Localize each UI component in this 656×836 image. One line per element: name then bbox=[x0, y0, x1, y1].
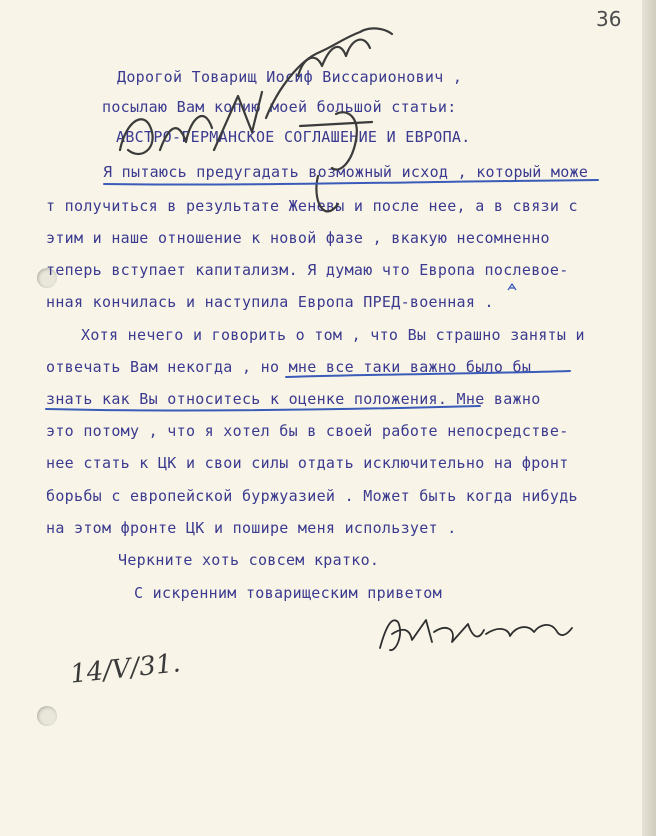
letter-line: Хотя нечего и говорить о том , что Вы страшно заняты и bbox=[81, 326, 585, 344]
letter-line: знать как Вы относитесь к оценке положения. Мне важно bbox=[46, 390, 541, 408]
letter-line: это потому , что я хотел бы в своей работе непосредстве- bbox=[46, 422, 569, 440]
letter-line: АВСТРО-ГЕРМАНСКОЕ СОГЛАШЕНИЕ И ЕВРОПА. bbox=[116, 128, 471, 146]
blue-underlines bbox=[46, 180, 598, 410]
letter-line: Я пытаюсь предугадать возможный исход , который може bbox=[103, 163, 589, 181]
letter-line: нная кончилась и наступила Европа ПРЕД-военная . bbox=[46, 293, 494, 311]
handwritten-date: 14/V/31. bbox=[68, 648, 182, 690]
letter-line: Черкните хоть совсем кратко. bbox=[118, 551, 380, 569]
letter-line: Дорогой Товарищ Иосиф Виссарионович , bbox=[117, 68, 463, 86]
letter-line: на этом фронте ЦК и пошире меня использует . bbox=[46, 519, 457, 537]
letter-line: посылаю Вам копию моей большой статьи: bbox=[102, 98, 457, 116]
blue-mark bbox=[508, 284, 516, 290]
signature bbox=[380, 620, 572, 650]
letter-line: С искренним товарищеским приветом bbox=[134, 584, 442, 602]
letter-line: борьбы с европейской буржуазией . Может быть когда нибудь bbox=[46, 487, 578, 505]
letter-line: этим и наше отношение к новой фазе , вкакую несомненно bbox=[46, 229, 550, 247]
letter-line: т получиться в результате Женевы и после нее, а в связи с bbox=[46, 197, 578, 215]
letter-line: отвечать Вам некогда , но мне все таки важно было бы bbox=[46, 358, 532, 376]
letter-line: теперь вступает капитализм. Я думаю что Европа послевое- bbox=[46, 261, 569, 279]
page-number: 36 bbox=[596, 7, 622, 31]
letter-line: нее стать к ЦК и свои силы отдать исключительно на фронт bbox=[46, 454, 569, 472]
